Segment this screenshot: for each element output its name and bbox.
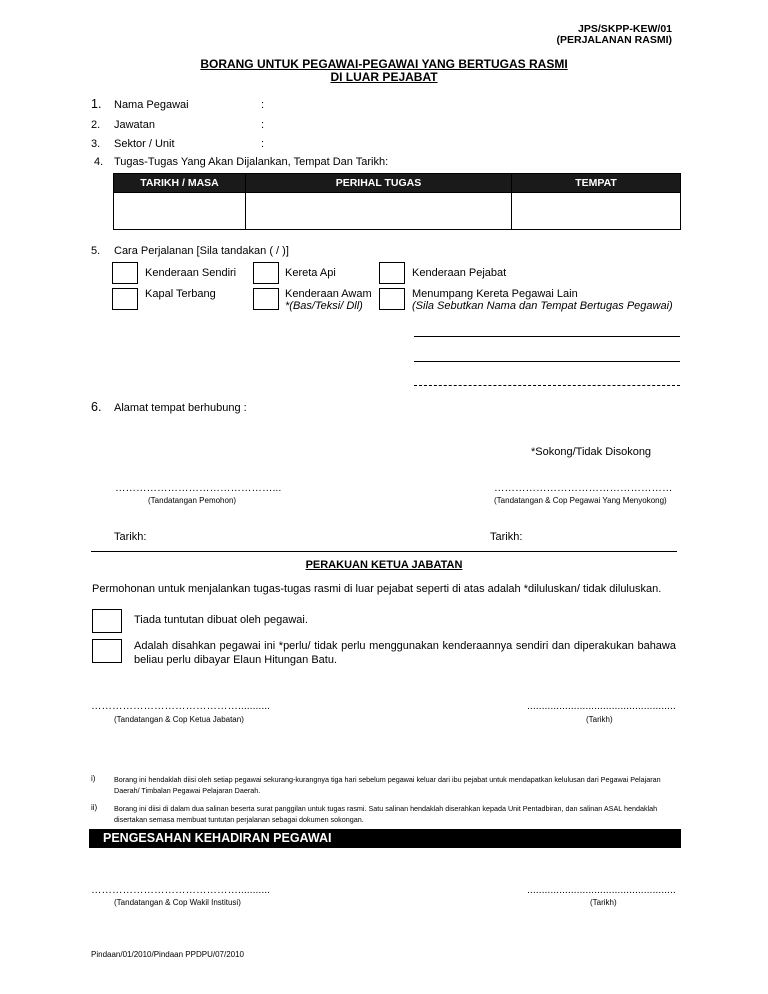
option-menumpang: Menumpang Kereta Pegawai Lain xyxy=(412,288,578,300)
field-colon-sektor: : xyxy=(261,138,265,150)
perakuan-title: PERAKUAN KETUA JABATAN xyxy=(305,559,463,571)
sig-wakil-label: (Tandatangan & Cop Wakil Institusi) xyxy=(114,898,241,907)
checkbox-kenderaan-pejabat[interactable] xyxy=(379,262,405,284)
menumpang-line-3[interactable] xyxy=(414,385,680,386)
support-status: *Sokong/Tidak Disokong xyxy=(531,446,652,458)
section-divider xyxy=(91,551,677,552)
form-code: JPS/SKPP-KEW/01 xyxy=(578,23,672,35)
option-kenderaan-pejabat: Kenderaan Pejabat xyxy=(412,267,507,279)
sig-applicant-label: (Tandatangan Pemohon) xyxy=(148,496,237,505)
sig-head-date-label: (Tarikh) xyxy=(586,715,613,724)
field-num-3: 3. xyxy=(91,138,101,150)
date-right-label: Tarikh: xyxy=(490,531,523,543)
option-tiada-tuntutan: Tiada tuntutan dibuat oleh pegawai. xyxy=(134,614,308,626)
field-label-jawatan: Jawatan xyxy=(114,119,155,131)
col-header-tempat: TEMPAT xyxy=(512,174,681,193)
field-label-sektor: Sektor / Unit xyxy=(114,138,175,150)
note-num-2: ii) xyxy=(91,803,98,812)
form-subcode: (PERJALANAN RASMI) xyxy=(556,34,672,46)
option-kenderaan-sendiri: Kenderaan Sendiri xyxy=(145,267,237,279)
checkbox-tiada-tuntutan[interactable] xyxy=(92,609,122,633)
option-kenderaan-awam: Kenderaan Awam xyxy=(285,288,372,300)
field-label-tugas: Tugas-Tugas Yang Akan Dijalankan, Tempat Dan Tarikh: xyxy=(114,156,389,168)
tugas-table xyxy=(113,173,681,230)
sig-wakil-date-label: (Tarikh) xyxy=(590,898,617,907)
address-num: 6. xyxy=(91,400,102,414)
checkbox-elaun[interactable] xyxy=(92,639,122,663)
cell-tempat[interactable] xyxy=(512,193,681,230)
pengesahan-banner xyxy=(89,829,681,848)
field-colon-nama: : xyxy=(261,99,265,111)
option-kapal-terbang: Kapal Terbang xyxy=(145,288,216,300)
form-title-line2: DI LUAR PEJABAT xyxy=(330,70,438,84)
form-title-line1: BORANG UNTUK PEGAWAI-PEGAWAI YANG BERTUGAS RASMI xyxy=(200,57,568,71)
perakuan-statement: Permohonan untuk menjalankan tugas-tugas rasmi di luar pejabat seperti di atas adalah *diluluskan/ tidak diluluskan. xyxy=(92,583,662,595)
option-kereta-api: Kereta Api xyxy=(285,267,336,279)
note-text-1: Borang ini hendaklah diisi oleh setiap pegawai sekurang-kurangnya tiga hari sebelum pegawai keluar dari ibu pejabat untuk mendapatkan kelulusan dari Pegawai Pelajaran Daerah/ Timbalan Pegawai Pelajaran Daerah. xyxy=(114,775,661,795)
checkbox-menumpang[interactable] xyxy=(379,288,405,310)
footer-revision: Pindaan/01/2010/Pindaan PPDPU/07/2010 xyxy=(91,950,245,959)
checkbox-kereta-api[interactable] xyxy=(253,262,279,284)
option-menumpang-note: (Sila Sebutkan Nama dan Tempat Bertugas Pegawai) xyxy=(412,300,673,312)
sig-supporter-dots: …………………………………………… xyxy=(494,482,673,494)
option-kenderaan-awam-note: *(Bas/Teksi/ Dll) xyxy=(285,300,363,312)
option-elaun: Adalah disahkan pegawai ini *perlu/ tidak perlu menggunakan kenderaannya sendiri dan diperakukan bahawa beliau perlu dibayar Elaun Hitungan Batu. xyxy=(134,640,676,666)
sig-applicant-dots: ………………………………………... xyxy=(115,482,282,494)
sig-wakil-dots: ……………………………………........... xyxy=(91,884,271,896)
col-header-tarikh: TARIKH / MASA xyxy=(114,174,246,193)
travel-label: Cara Perjalanan [Sila tandakan ( / )] xyxy=(114,245,289,257)
menumpang-line-1[interactable] xyxy=(414,336,680,337)
field-num-2: 2. xyxy=(91,119,101,131)
sig-head-dots: ……………………………………........... xyxy=(91,700,271,712)
field-label-nama: Nama Pegawai xyxy=(114,99,189,111)
note-num-1: i) xyxy=(91,774,96,783)
menumpang-line-2[interactable] xyxy=(414,361,680,362)
col-header-perihal: PERIHAL TUGAS xyxy=(246,174,512,193)
checkbox-kapal-terbang[interactable] xyxy=(112,288,138,310)
field-num-1: 1. xyxy=(91,97,102,111)
sig-head-label: (Tandatangan & Cop Ketua Jabatan) xyxy=(114,715,244,724)
checkbox-kenderaan-awam[interactable] xyxy=(253,288,279,310)
address-label: Alamat tempat berhubung : xyxy=(114,402,247,414)
sig-supporter-label: (Tandatangan & Cop Pegawai Yang Menyokong) xyxy=(494,496,667,505)
date-left-label: Tarikh: xyxy=(114,531,147,543)
checkbox-kenderaan-sendiri[interactable] xyxy=(112,262,138,284)
sig-wakil-date-dots: ................................................... xyxy=(527,884,676,896)
pengesahan-title: PENGESAHAN KEHADIRAN PEGAWAI xyxy=(103,831,332,845)
cell-perihal[interactable] xyxy=(246,193,512,230)
cell-tarikh[interactable] xyxy=(114,193,246,230)
sig-head-date-dots: ................................................... xyxy=(527,700,676,712)
travel-num: 5. xyxy=(91,245,101,257)
field-num-4: 4. xyxy=(94,156,104,168)
field-colon-jawatan: : xyxy=(261,119,265,131)
note-text-2: Borang ini diisi di dalam dua salinan beserta surat panggilan untuk tugas rasmi. Satu salinan hendaklah diserahkan kepada Unit Pentadbiran, dan salinan ASAL hendaklah disertakan semasa membuat tuntutan perjalanan sebagai dokumen sokongan. xyxy=(114,804,658,824)
